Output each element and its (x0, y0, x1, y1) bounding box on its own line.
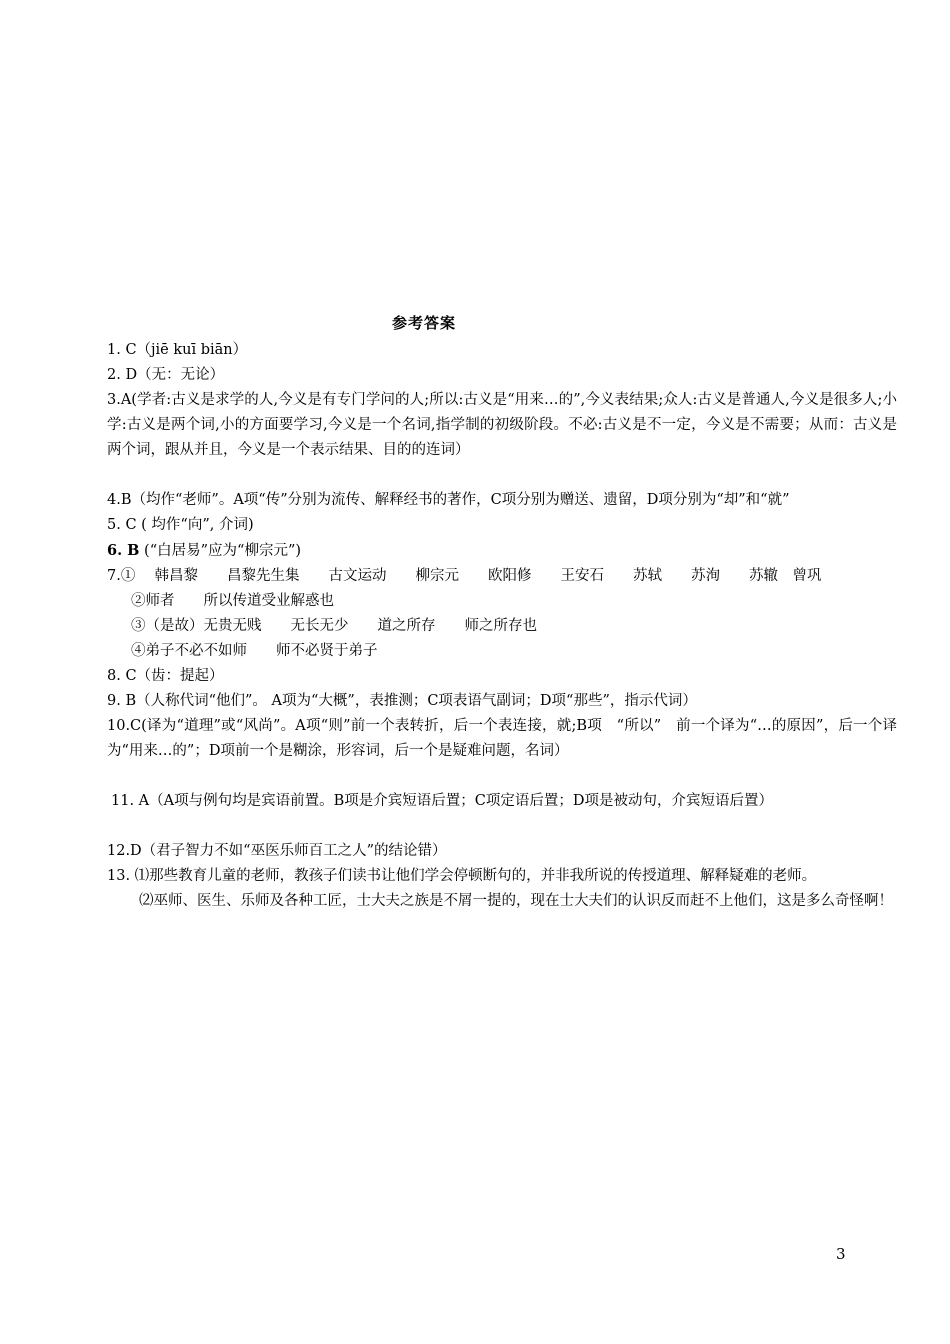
answer-1: 1. C（jiē kuī biān） (107, 342, 248, 358)
answer-list (107, 338, 897, 914)
answer-7-part-1: 7.① 韩昌黎 昌黎先生集 古文运动 柳宗元 欧阳修 王安石 苏轼 苏洵 苏辙 曾巩 (107, 568, 822, 584)
answer-5: 5. C ( 均作“向”, 介词) (107, 517, 254, 533)
answer-13-part-2-text: ⑵巫师、医生、乐师及各种工匠，士大夫之族是不屑一提的，现在士大夫们的认识反而赶不上他们，这是多么奇怪啊！ (139, 893, 893, 909)
answer-6-text: (“白居易”应为“柳宗元”) (139, 543, 302, 559)
answer-10: 10.C(译为“道理”或“风尚”。A项“则”前一个表转折，后一个表连接，就;B项 “所以” 前一个译为“…的原因”，后一个译为“用来…的”；D项前一个是糊涂，形容词，后一个是疑难问题，名词） (107, 718, 897, 759)
page-number: 3 (836, 1245, 846, 1263)
answer-6-number: 6. B (107, 542, 140, 559)
spacer (107, 463, 897, 488)
answer-13-part-2 (107, 889, 897, 914)
answer-12: 12.D（君子智力不如“巫医乐师百工之人”的结论错） (107, 843, 447, 859)
answer-7-part-3: ③（是故）无贵无贱 无长无少 道之所存 师之所存也 (131, 618, 537, 634)
answer-3: 3.A(学者:古义是求学的人,今义是有专门学问的人;所以:古义是“用来…的”,今义表结果;众人:古义是普通人,今义是很多人;小学:古义是两个词,小的方面要学习,今义是一个名词,指学制的初级阶段。不必:古义是不一定，今义是不需要；从而：古义是两个词，跟从并且，今义是一个表示结果、目的的连词） (107, 392, 897, 458)
page-title: 参考答案 (391, 314, 456, 332)
answer-6 (107, 538, 897, 564)
answer-11: 11. A（A项与例句均是宾语前置。B项是介宾短语后置；C项定语后置；D项是被动句，介宾短语后置） (111, 793, 773, 809)
spacer (107, 764, 897, 789)
answer-8: 8. C（齿：提起） (107, 668, 224, 684)
answer-4: 4.B（均作“老师”。A项“传”分别为流传、解释经书的著作，C项分别为赠送、遗留，D项分别为“却”和“就” (107, 492, 790, 508)
answer-9: 9. B（人称代词“他们”。 A项为“大概”，表推测；C项表语气副词；D项“那些”，指示代词） (107, 693, 697, 709)
answer-7-part-2: ②师者 所以传道受业解惑也 (131, 593, 334, 609)
spacer (107, 814, 897, 839)
answer-2: 2. D（无：无论） (107, 367, 225, 383)
answer-7-part-4: ④弟子不必不如师 师不必贤于弟子 (131, 643, 378, 659)
answer-13-part-1: 13. ⑴那些教育儿童的老师，教孩子们读书让他们学会停顿断句的，并非我所说的传授道理、解释疑难的老师。 (107, 868, 817, 884)
